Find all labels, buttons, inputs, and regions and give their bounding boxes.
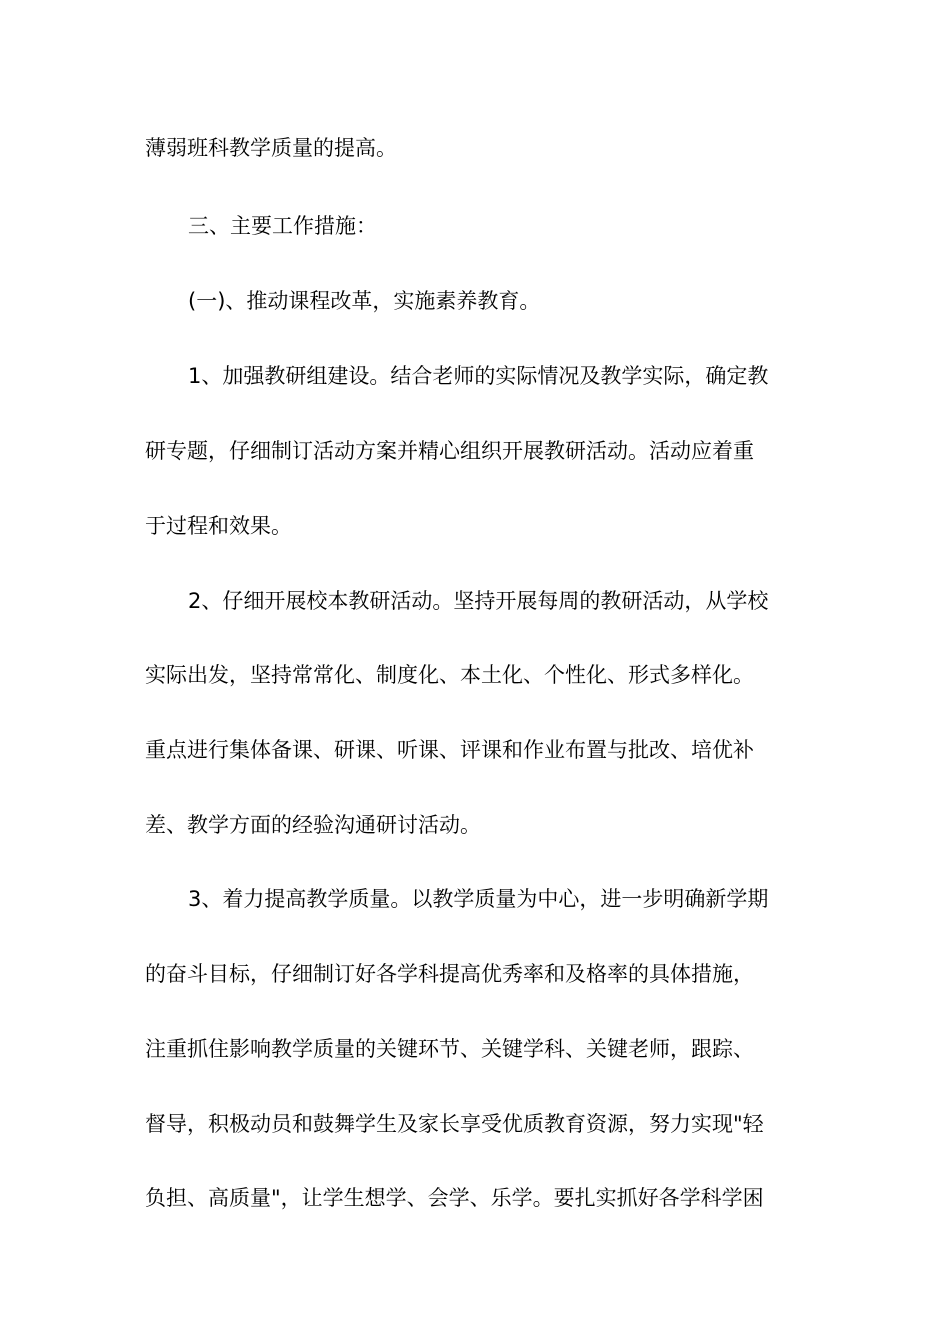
text-line: 研专题，仔细制订活动方案并精心组织开展教研活动。活动应着重 [145,439,754,463]
text-line: 1、加强教研组建设。结合老师的实际情况及教学实际，确定教 [188,364,769,388]
text-line: 2、仔细开展校本教研活动。坚持开展每周的教研活动，从学校 [188,589,769,613]
subsection-heading: (一)、推动课程改革，实施素养教育。 [188,289,541,313]
text-line: 于过程和效果。 [145,514,292,538]
text-line: 实际出发，坚持常常化、制度化、本土化、个性化、形式多样化。 [145,663,754,687]
text-line: 负担、高质量"，让学生想学、会学、乐学。要扎实抓好各学科学困 [145,1186,764,1210]
text-line: 督导，积极动员和鼓舞学生及家长享受优质教育资源，努力实现"轻 [145,1112,764,1136]
text-line: 重点进行集体备课、研课、听课、评课和作业布置与批改、培优补 [145,738,754,762]
section-heading: 三、主要工作措施： [188,214,377,238]
text-line: 差、教学方面的经验沟通研讨活动。 [145,813,481,837]
text-line: 薄弱班科教学质量的提高。 [145,136,397,160]
text-line: 注重抓住影响教学质量的关键环节、关键学科、关键老师，跟踪、 [145,1037,754,1061]
text-line: 3、着力提高教学质量。以教学质量为中心，进一步明确新学期 [188,887,769,911]
text-line: 的奋斗目标，仔细制订好各学科提高优秀率和及格率的具体措施， [145,962,754,986]
